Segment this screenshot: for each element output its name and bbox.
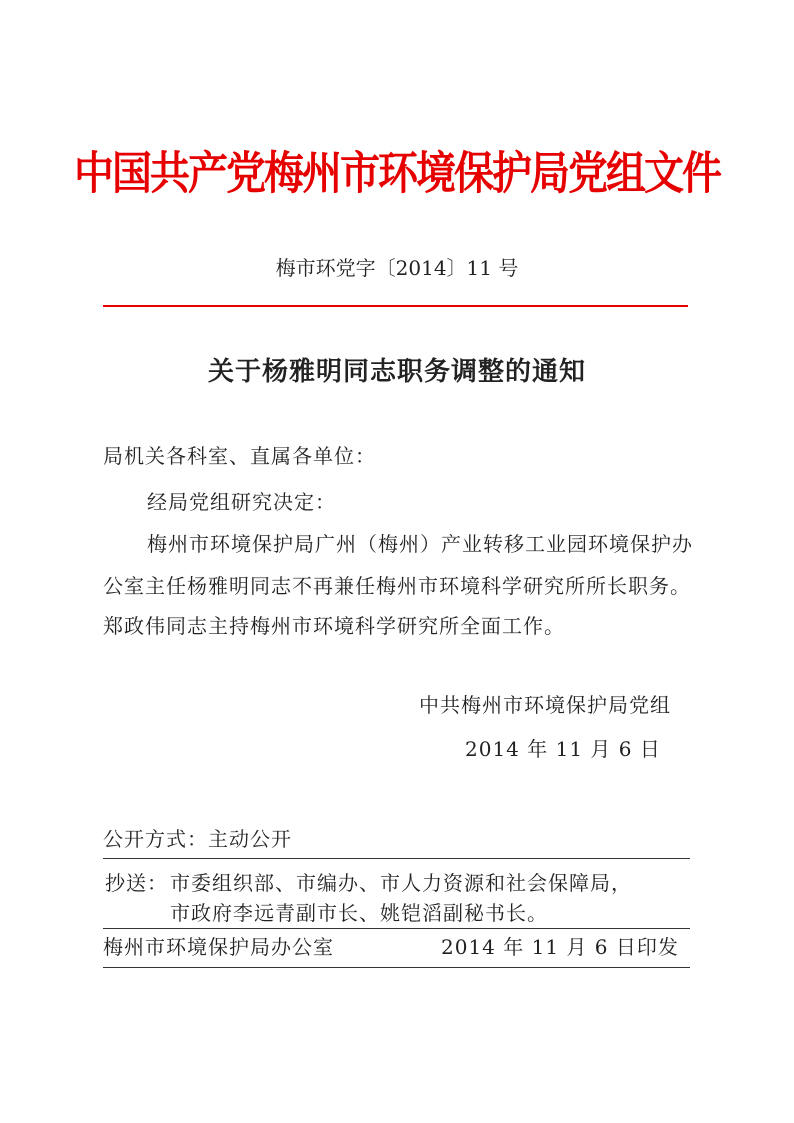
disclosure-method: 公开方式：主动公开	[103, 827, 292, 851]
issue-date: 2014 年 11 月 6 日印发	[441, 935, 679, 959]
footer-divider	[103, 928, 690, 929]
body-paragraph: 经局党组研究决定：	[147, 490, 336, 514]
footer-divider	[103, 967, 690, 968]
body-paragraph-line: 郑政伟同志主持梅州市环境科学研究所全面工作。	[103, 614, 565, 638]
salutation: 局机关各科室、直属各单位：	[103, 444, 376, 468]
signature-date: 2014 年 11 月 6 日	[465, 737, 661, 761]
footer-divider	[103, 858, 690, 859]
body-paragraph-line: 梅州市环境保护局广州（梅州）产业转移工业园环境保护办	[147, 532, 693, 556]
header-divider	[103, 305, 688, 307]
document-number: 梅市环党字〔2014〕11 号	[275, 256, 519, 280]
cc-recipients-line: 市委组织部、市编办、市人力资源和社会保障局，	[170, 871, 632, 895]
cc-recipients-line: 市政府李远青副市长、姚铠滔副秘书长。	[170, 901, 548, 925]
body-paragraph-line: 公室主任杨雅明同志不再兼任梅州市环境科学研究所所长职务。	[103, 574, 691, 598]
notice-title: 关于杨雅明同志职务调整的通知	[207, 357, 586, 387]
signature-organization: 中共梅州市环境保护局党组	[419, 693, 671, 717]
document-header-title: 中国共产党梅州市环境保护局党组文件	[74, 148, 720, 200]
issuing-office: 梅州市环境保护局办公室	[103, 935, 334, 959]
cc-label: 抄送：	[105, 871, 168, 895]
